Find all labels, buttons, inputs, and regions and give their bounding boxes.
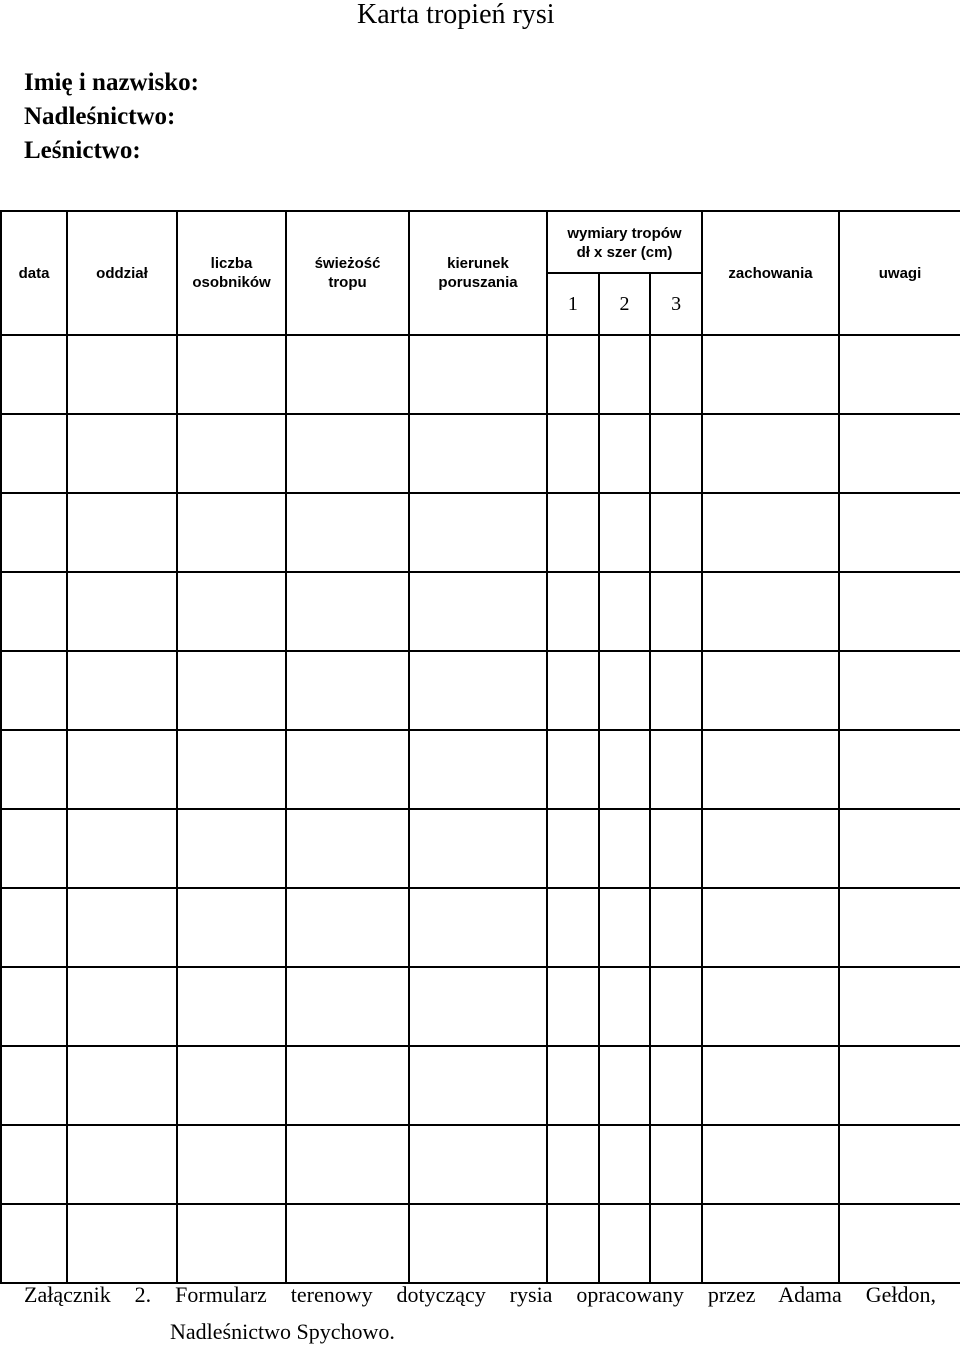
- table-cell[interactable]: [67, 572, 177, 651]
- table-cell[interactable]: [286, 730, 409, 809]
- wymiary-subcell[interactable]: [598, 889, 650, 966]
- header-swiezosc-tropu: świeżość tropu: [286, 211, 409, 335]
- table-cell[interactable]: [177, 1046, 286, 1125]
- wymiary-subcell[interactable]: [649, 1205, 701, 1282]
- table-cell[interactable]: [547, 809, 702, 888]
- wymiary-subcell[interactable]: [649, 731, 701, 808]
- wymiary-cell-group: [548, 415, 701, 492]
- wymiary-subcell[interactable]: [649, 810, 701, 887]
- wymiary-subcell[interactable]: [548, 652, 598, 729]
- wymiary-subcell[interactable]: [548, 415, 598, 492]
- table-cell[interactable]: [1, 414, 67, 493]
- table-cell[interactable]: [409, 1125, 547, 1204]
- table-cell[interactable]: [409, 1046, 547, 1125]
- wymiary-cell-group: [548, 494, 701, 571]
- table-cell[interactable]: [702, 414, 839, 493]
- table-cell[interactable]: [286, 809, 409, 888]
- table-cell[interactable]: [547, 335, 702, 414]
- wymiary-subcell[interactable]: [548, 889, 598, 966]
- table-cell[interactable]: [547, 572, 702, 651]
- wymiary-subcell[interactable]: [598, 731, 650, 808]
- wymiary-subcell[interactable]: [598, 1126, 650, 1203]
- table-cell[interactable]: [67, 414, 177, 493]
- wymiary-cell-group: [548, 1205, 701, 1282]
- table-cell[interactable]: [409, 888, 547, 967]
- table-cell[interactable]: [286, 967, 409, 1046]
- wymiary-subcell[interactable]: [598, 573, 650, 650]
- header-data: data: [1, 211, 67, 335]
- table-row: [1, 493, 960, 572]
- table-cell[interactable]: [702, 572, 839, 651]
- footer-caption: Załącznik 2. Formularz terenowy dotyczący rysia opracowany przez Adama Gełdon,: [24, 1282, 936, 1307]
- table-cell[interactable]: [67, 1125, 177, 1204]
- table-cell[interactable]: [409, 414, 547, 493]
- district-field-label: Nadleśnictwo:: [24, 103, 176, 130]
- wymiary-col-3: 3: [649, 274, 701, 334]
- title-text: Karta tropień rysi: [357, 0, 555, 30]
- table-cell[interactable]: [547, 1125, 702, 1204]
- wymiary-cell-group: [548, 336, 701, 413]
- table-row: [1, 809, 960, 888]
- wymiary-subcell[interactable]: [548, 968, 598, 1045]
- tracking-table: [0, 210, 960, 1284]
- wymiary-subcell[interactable]: [598, 494, 650, 571]
- table-row: [1, 651, 960, 730]
- table-cell[interactable]: [409, 335, 547, 414]
- wymiary-subcell[interactable]: [649, 573, 701, 650]
- table-cell[interactable]: [177, 888, 286, 967]
- table-row: [1, 1046, 960, 1125]
- table-cell[interactable]: [1, 1046, 67, 1125]
- table-cell[interactable]: [839, 1204, 960, 1283]
- table-row: [1, 888, 960, 967]
- header-kierunek-poruszania: kierunek poruszania: [409, 211, 547, 335]
- table-cell[interactable]: [702, 335, 839, 414]
- table-cell[interactable]: [409, 730, 547, 809]
- wymiary-cell-group: [548, 573, 701, 650]
- wymiary-subcell[interactable]: [598, 652, 650, 729]
- wymiary-subcolumns: [548, 272, 701, 334]
- wymiary-cell-group: [548, 1047, 701, 1124]
- table-cell[interactable]: [702, 1204, 839, 1283]
- table-row: [1, 1125, 960, 1204]
- table-cell[interactable]: [547, 651, 702, 730]
- wymiary-subcell[interactable]: [548, 1047, 598, 1124]
- table-cell[interactable]: [286, 1125, 409, 1204]
- table-cell[interactable]: [177, 651, 286, 730]
- table-cell[interactable]: [702, 809, 839, 888]
- table-cell[interactable]: [702, 967, 839, 1046]
- table-cell[interactable]: [177, 1204, 286, 1283]
- table-cell[interactable]: [286, 572, 409, 651]
- table-cell[interactable]: [409, 809, 547, 888]
- table-cell[interactable]: [177, 572, 286, 651]
- wymiary-subcell[interactable]: [598, 415, 650, 492]
- table-cell[interactable]: [547, 967, 702, 1046]
- table-cell[interactable]: [702, 888, 839, 967]
- table-cell[interactable]: [1, 651, 67, 730]
- header-zachowania: zachowania: [702, 211, 839, 335]
- wymiary-cell-group: [548, 731, 701, 808]
- forestry-field-label: Leśnictwo:: [24, 137, 141, 164]
- header-liczba-osobnikow: liczba osobników: [177, 211, 286, 335]
- table-cell[interactable]: [702, 651, 839, 730]
- wymiary-cell-group: [548, 652, 701, 729]
- table-cell[interactable]: [409, 572, 547, 651]
- table-cell[interactable]: [839, 335, 960, 414]
- table-cell[interactable]: [67, 730, 177, 809]
- wymiary-cell-group: [548, 1126, 701, 1203]
- wymiary-subcell[interactable]: [598, 968, 650, 1045]
- table-cell[interactable]: [547, 414, 702, 493]
- table-cell[interactable]: [409, 651, 547, 730]
- table-row: [1, 1204, 960, 1283]
- wymiary-col-1: 1: [567, 292, 578, 315]
- table-cell[interactable]: [702, 730, 839, 809]
- table-cell[interactable]: [1, 335, 67, 414]
- table-cell[interactable]: [839, 414, 960, 493]
- wymiary-subcell[interactable]: [598, 1205, 650, 1282]
- table-cell[interactable]: [286, 493, 409, 572]
- table-header-row: [1, 211, 960, 335]
- table-cell[interactable]: [177, 967, 286, 1046]
- table-cell[interactable]: [177, 730, 286, 809]
- wymiary-subcell[interactable]: [649, 494, 701, 571]
- table-cell[interactable]: [67, 888, 177, 967]
- wymiary-subcell[interactable]: [548, 731, 598, 808]
- table-cell[interactable]: [1, 809, 67, 888]
- document-title: [0, 0, 960, 34]
- table-cell[interactable]: [547, 493, 702, 572]
- wymiary-subcell[interactable]: [548, 336, 598, 413]
- wymiary-subcell[interactable]: [649, 1047, 701, 1124]
- wymiary-subcell[interactable]: [649, 415, 701, 492]
- table-cell[interactable]: [177, 335, 286, 414]
- wymiary-cell-group: [548, 889, 701, 966]
- table-cell[interactable]: [67, 493, 177, 572]
- table-row: [1, 572, 960, 651]
- table-cell[interactable]: [177, 414, 286, 493]
- table-cell[interactable]: [839, 730, 960, 809]
- wymiary-subcell[interactable]: [598, 336, 650, 413]
- wymiary-subcell[interactable]: [649, 336, 701, 413]
- wymiary-subcell[interactable]: [548, 1126, 598, 1203]
- name-field-label: Imię i nazwisko:: [24, 69, 199, 96]
- table-cell[interactable]: [409, 1204, 547, 1283]
- wymiary-subcell[interactable]: [598, 810, 650, 887]
- header-oddzial: oddział: [67, 211, 177, 335]
- table-cell[interactable]: [1, 967, 67, 1046]
- table-cell[interactable]: [67, 967, 177, 1046]
- wymiary-subcell[interactable]: [548, 494, 598, 571]
- table-row: [1, 335, 960, 414]
- table-cell[interactable]: [286, 335, 409, 414]
- table-row: [1, 414, 960, 493]
- table-cell[interactable]: [177, 809, 286, 888]
- table-cell[interactable]: [67, 651, 177, 730]
- table-cell[interactable]: [839, 493, 960, 572]
- table-cell[interactable]: [702, 1125, 839, 1204]
- table-cell[interactable]: [286, 651, 409, 730]
- wymiary-title: wymiary tropów dł x szer (cm): [567, 225, 682, 261]
- wymiary-subcell[interactable]: [649, 652, 701, 729]
- table-cell[interactable]: [409, 967, 547, 1046]
- table-cell[interactable]: [839, 967, 960, 1046]
- table-cell[interactable]: [286, 1204, 409, 1283]
- table-cell[interactable]: [702, 493, 839, 572]
- table-cell[interactable]: [1, 888, 67, 967]
- header-fields: [24, 66, 199, 168]
- table-cell[interactable]: [839, 1046, 960, 1125]
- table-cell[interactable]: [547, 888, 702, 967]
- table-cell[interactable]: [286, 414, 409, 493]
- table-cell[interactable]: [67, 1204, 177, 1283]
- table-cell[interactable]: [702, 1046, 839, 1125]
- table-cell[interactable]: [839, 809, 960, 888]
- wymiary-subcell[interactable]: [548, 573, 598, 650]
- table-cell[interactable]: [839, 651, 960, 730]
- table-cell[interactable]: [1, 730, 67, 809]
- header-wymiary-tropow: [547, 211, 702, 335]
- wymiary-subcell[interactable]: [649, 1126, 701, 1203]
- table-cell[interactable]: [1, 572, 67, 651]
- table-cell[interactable]: [1, 1204, 67, 1283]
- table-cell[interactable]: [839, 572, 960, 651]
- table-cell[interactable]: [1, 493, 67, 572]
- wymiary-subcell[interactable]: [598, 1047, 650, 1124]
- header-uwagi: uwagi: [839, 211, 960, 335]
- wymiary-col-2: 2: [598, 274, 650, 334]
- table-cell[interactable]: [839, 888, 960, 967]
- table-cell[interactable]: [1, 1125, 67, 1204]
- table-row: [1, 967, 960, 1046]
- table-cell[interactable]: [286, 1046, 409, 1125]
- footer-caption-line2: Nadleśnictwo Spychowo.: [170, 1319, 395, 1344]
- table-cell[interactable]: [547, 1204, 702, 1283]
- wymiary-cell-group: [548, 810, 701, 887]
- wymiary-subcell[interactable]: [649, 889, 701, 966]
- table-cell[interactable]: [177, 1125, 286, 1204]
- wymiary-subcell[interactable]: [649, 968, 701, 1045]
- wymiary-subcell[interactable]: [548, 1205, 598, 1282]
- table-cell[interactable]: [67, 1046, 177, 1125]
- table-cell[interactable]: [547, 730, 702, 809]
- table-row: [1, 730, 960, 809]
- table-cell[interactable]: [286, 888, 409, 967]
- table-cell[interactable]: [67, 809, 177, 888]
- table-cell[interactable]: [547, 1046, 702, 1125]
- table-cell[interactable]: [409, 493, 547, 572]
- table-cell[interactable]: [177, 493, 286, 572]
- wymiary-subcell[interactable]: [548, 810, 598, 887]
- table-cell[interactable]: [839, 1125, 960, 1204]
- table-cell[interactable]: [67, 335, 177, 414]
- table-body: [1, 335, 960, 1283]
- wymiary-cell-group: [548, 968, 701, 1045]
